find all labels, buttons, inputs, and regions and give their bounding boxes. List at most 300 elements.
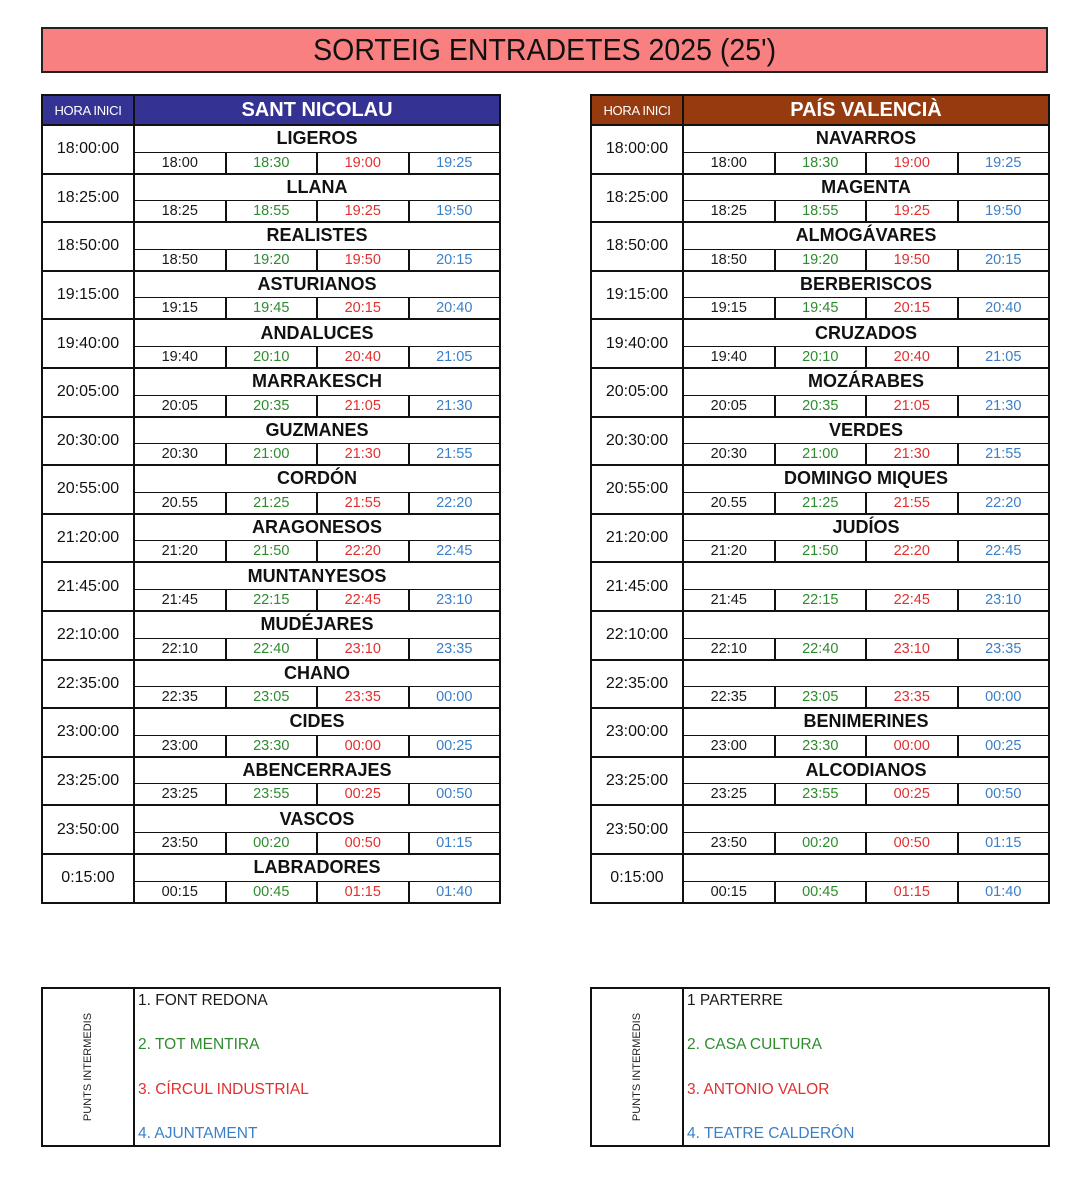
time-points	[684, 201, 1048, 221]
row-body	[135, 175, 499, 222]
schedule-row	[43, 758, 499, 807]
row-body	[135, 320, 499, 367]
row-body	[135, 418, 499, 465]
start-hour: 0:15:00	[592, 855, 684, 902]
time-point-3: 00:25	[867, 784, 959, 804]
time-point-2: 23:30	[227, 736, 319, 756]
row-body	[135, 223, 499, 270]
time-point-1: 21:20	[135, 541, 227, 561]
time-point-4: 01:40	[985, 883, 1022, 900]
time-point-3: 21:30	[318, 444, 410, 464]
team-name: REALISTES	[135, 223, 499, 250]
team-name: ALCODIANOS	[684, 758, 1048, 785]
schedule-pais-valencia	[590, 94, 1050, 904]
row-body	[684, 223, 1048, 270]
time-point-4: 23:10	[985, 591, 1022, 608]
time-point-3: 21:05	[318, 396, 410, 416]
time-point-2: 23:55	[227, 784, 319, 804]
start-hour: 18:25:00	[43, 175, 135, 222]
time-point-3: 20:40	[867, 347, 959, 367]
time-point-1: 18:00	[684, 153, 776, 173]
time-point-4: 21:30	[436, 397, 473, 414]
time-point-3: 21:05	[867, 396, 959, 416]
time-point-2: 22:40	[776, 639, 868, 659]
time-point-2: 23:05	[227, 687, 319, 707]
start-hour: 18:50:00	[592, 223, 684, 270]
start-hour: 18:00:00	[43, 126, 135, 173]
time-point-3: 23:35	[318, 687, 410, 707]
team-name: MAGENTA	[684, 175, 1048, 202]
schedule-rows	[592, 126, 1048, 902]
time-points	[684, 687, 1048, 707]
row-body	[135, 126, 499, 173]
time-point-2: 19:45	[776, 298, 868, 318]
time-point-3: 20:15	[867, 298, 959, 318]
time-point-3: 00:50	[867, 833, 959, 853]
time-point-1: 23:25	[684, 784, 776, 804]
time-points	[684, 541, 1048, 561]
legend-items	[684, 989, 1048, 1145]
row-body	[135, 272, 499, 319]
team-name	[684, 661, 1048, 688]
row-body	[135, 661, 499, 708]
time-point-1: 23:00	[684, 736, 776, 756]
row-body	[684, 661, 1048, 708]
schedule-row	[43, 515, 499, 564]
legend-label: PUNTS INTERMEDIS	[631, 1012, 643, 1122]
schedule-row	[592, 126, 1048, 175]
time-points	[135, 736, 499, 756]
schedule-row	[43, 661, 499, 710]
time-point-2: 21:25	[227, 493, 319, 513]
time-point-1: 19:15	[684, 298, 776, 318]
time-point-3: 19:00	[867, 153, 959, 173]
team-name: ANDALUCES	[135, 320, 499, 347]
start-hour: 18:50:00	[43, 223, 135, 270]
time-point-3: 01:15	[867, 882, 959, 902]
time-point-3: 00:00	[867, 736, 959, 756]
team-name: CRUZADOS	[684, 320, 1048, 347]
start-hour: 20:30:00	[43, 418, 135, 465]
time-point-2: 00:45	[227, 882, 319, 902]
time-point-4: 23:35	[436, 640, 473, 657]
time-points	[684, 833, 1048, 853]
time-point-1: 21:20	[684, 541, 776, 561]
time-point-4: 22:20	[985, 494, 1022, 511]
start-hour: 19:40:00	[592, 320, 684, 367]
team-name: VASCOS	[135, 806, 499, 833]
time-point-4: 00:25	[985, 737, 1022, 754]
team-name: VERDES	[684, 418, 1048, 445]
team-name: NAVARROS	[684, 126, 1048, 153]
team-name	[684, 563, 1048, 590]
time-point-1: 18:00	[135, 153, 227, 173]
schedule-row	[43, 418, 499, 467]
start-hour: 18:00:00	[592, 126, 684, 173]
time-point-2: 22:15	[227, 590, 319, 610]
time-point-4: 01:15	[436, 834, 473, 851]
row-body	[684, 272, 1048, 319]
time-point-1: 19:15	[135, 298, 227, 318]
time-point-1: 00:15	[684, 882, 776, 902]
start-hour: 23:00:00	[43, 709, 135, 756]
time-point-1: 21:45	[135, 590, 227, 610]
time-point-2: 19:20	[776, 250, 868, 270]
time-point-1: 20.55	[135, 493, 227, 513]
time-point-4: 19:50	[436, 203, 473, 220]
time-points	[135, 687, 499, 707]
time-point-2: 23:30	[776, 736, 868, 756]
time-point-3: 23:35	[867, 687, 959, 707]
time-point-1: 20:30	[135, 444, 227, 464]
time-point-1: 20:05	[135, 396, 227, 416]
time-points	[684, 153, 1048, 173]
time-points	[684, 639, 1048, 659]
time-point-4: 22:45	[436, 543, 473, 560]
start-hour: 23:50:00	[43, 806, 135, 853]
team-name: DOMINGO MIQUES	[684, 466, 1048, 493]
start-hour: 20:55:00	[43, 466, 135, 513]
time-point-4: 21:05	[985, 348, 1022, 365]
legend-label-cell	[592, 989, 684, 1145]
schedule-row	[592, 758, 1048, 807]
time-point-1: 18:50	[135, 250, 227, 270]
schedule-sant-nicolau	[41, 94, 501, 904]
row-body	[135, 709, 499, 756]
time-point-3: 19:00	[318, 153, 410, 173]
schedule-row	[592, 709, 1048, 758]
time-point-1: 18:50	[684, 250, 776, 270]
legend-item: 3. CÍRCUL INDUSTRIAL	[138, 1080, 309, 1098]
schedule-row	[43, 563, 499, 612]
row-body	[684, 175, 1048, 222]
team-name: ALMOGÁVARES	[684, 223, 1048, 250]
time-point-4: 21:55	[985, 446, 1022, 463]
start-hour: 21:45:00	[43, 563, 135, 610]
time-point-3: 01:15	[318, 882, 410, 902]
time-point-1: 20:30	[684, 444, 776, 464]
time-point-2: 23:05	[776, 687, 868, 707]
team-name: CORDÓN	[135, 466, 499, 493]
time-point-1: 23:50	[684, 833, 776, 853]
schedule-row	[592, 515, 1048, 564]
time-points	[684, 396, 1048, 416]
schedule-row	[592, 612, 1048, 661]
time-point-3: 19:25	[867, 201, 959, 221]
time-point-2: 21:00	[227, 444, 319, 464]
row-body	[135, 563, 499, 610]
team-name	[684, 855, 1048, 882]
legend-label: PUNTS INTERMEDIS	[82, 1012, 94, 1122]
time-point-4: 19:50	[985, 203, 1022, 220]
time-point-2: 00:45	[776, 882, 868, 902]
start-hour: 23:25:00	[592, 758, 684, 805]
legend-pais-valencia	[590, 987, 1050, 1147]
row-body	[135, 466, 499, 513]
legend-sant-nicolau	[41, 987, 501, 1147]
row-body	[684, 466, 1048, 513]
start-hour: 23:25:00	[43, 758, 135, 805]
row-body	[135, 806, 499, 853]
time-point-2: 20:10	[776, 347, 868, 367]
start-hour: 0:15:00	[43, 855, 135, 902]
time-point-3: 22:20	[867, 541, 959, 561]
schedule-row	[592, 175, 1048, 224]
time-point-3: 22:20	[318, 541, 410, 561]
time-point-2: 00:20	[776, 833, 868, 853]
time-point-1: 22:35	[684, 687, 776, 707]
team-name: JUDÍOS	[684, 515, 1048, 542]
schedule-row	[592, 806, 1048, 855]
row-body	[684, 369, 1048, 416]
hour-column-header: HORA INICI	[592, 96, 684, 124]
legend-item: 4. AJUNTAMENT	[138, 1124, 258, 1142]
time-point-3: 23:10	[867, 639, 959, 659]
time-points	[135, 396, 499, 416]
start-hour: 21:20:00	[43, 515, 135, 562]
team-name: ARAGONESOS	[135, 515, 499, 542]
start-hour: 22:10:00	[592, 612, 684, 659]
time-points	[684, 298, 1048, 318]
start-hour: 23:00:00	[592, 709, 684, 756]
time-point-4: 21:30	[985, 397, 1022, 414]
time-points	[684, 590, 1048, 610]
schedule-row	[43, 806, 499, 855]
time-point-4: 00:25	[436, 737, 473, 754]
time-point-2: 20:35	[227, 396, 319, 416]
start-hour: 20:05:00	[43, 369, 135, 416]
time-point-3: 22:45	[867, 590, 959, 610]
time-points	[135, 639, 499, 659]
time-points	[135, 250, 499, 270]
row-body	[135, 855, 499, 902]
start-hour: 19:15:00	[592, 272, 684, 319]
schedule-row	[592, 223, 1048, 272]
legend-item: 4. TEATRE CALDERÓN	[687, 1124, 855, 1142]
team-name: LABRADORES	[135, 855, 499, 882]
start-hour: 19:40:00	[43, 320, 135, 367]
time-point-3: 00:00	[318, 736, 410, 756]
row-body	[684, 515, 1048, 562]
hour-column-header: HORA INICI	[43, 96, 135, 124]
legend-label-cell	[43, 989, 135, 1145]
time-points	[684, 250, 1048, 270]
time-point-1: 22:10	[135, 639, 227, 659]
start-hour: 18:25:00	[592, 175, 684, 222]
time-points	[684, 882, 1048, 902]
time-point-4: 23:10	[436, 591, 473, 608]
schedule-row	[43, 855, 499, 902]
time-point-2: 20:10	[227, 347, 319, 367]
time-point-2: 22:40	[227, 639, 319, 659]
row-body	[135, 758, 499, 805]
schedule-row	[43, 175, 499, 224]
start-hour: 22:35:00	[43, 661, 135, 708]
time-point-1: 00:15	[135, 882, 227, 902]
team-name: CIDES	[135, 709, 499, 736]
time-point-4: 00:50	[436, 786, 473, 803]
start-hour: 21:20:00	[592, 515, 684, 562]
time-point-1: 21:45	[684, 590, 776, 610]
time-point-2: 21:50	[776, 541, 868, 561]
time-point-2: 00:20	[227, 833, 319, 853]
row-body	[684, 855, 1048, 902]
time-point-4: 00:00	[436, 689, 473, 706]
time-point-4: 20:15	[436, 251, 473, 268]
time-points	[135, 153, 499, 173]
time-point-3: 23:10	[318, 639, 410, 659]
time-point-3: 21:30	[867, 444, 959, 464]
team-name: MUNTANYESOS	[135, 563, 499, 590]
legend-items	[135, 989, 499, 1145]
time-point-2: 18:30	[227, 153, 319, 173]
schedule-header	[592, 96, 1048, 126]
time-points	[135, 347, 499, 367]
team-name: GUZMANES	[135, 418, 499, 445]
time-point-4: 01:40	[436, 883, 473, 900]
row-body	[684, 563, 1048, 610]
team-name: ABENCERRAJES	[135, 758, 499, 785]
row-body	[684, 806, 1048, 853]
start-hour: 22:10:00	[43, 612, 135, 659]
start-hour: 19:15:00	[43, 272, 135, 319]
time-points	[135, 493, 499, 513]
schedule-row	[43, 612, 499, 661]
time-point-1: 22:10	[684, 639, 776, 659]
time-point-2: 18:55	[227, 201, 319, 221]
team-name	[684, 806, 1048, 833]
time-point-4: 00:50	[985, 786, 1022, 803]
time-point-3: 21:55	[318, 493, 410, 513]
time-point-2: 21:50	[227, 541, 319, 561]
schedule-row	[592, 320, 1048, 369]
route-name: SANT NICOLAU	[135, 96, 499, 124]
time-point-4: 21:55	[436, 446, 473, 463]
start-hour: 21:45:00	[592, 563, 684, 610]
time-points	[135, 590, 499, 610]
time-points	[684, 347, 1048, 367]
time-point-4: 22:20	[436, 494, 473, 511]
team-name: ASTURIANOS	[135, 272, 499, 299]
team-name: CHANO	[135, 661, 499, 688]
schedule-row	[43, 223, 499, 272]
time-point-1: 19:40	[135, 347, 227, 367]
schedule-row	[592, 466, 1048, 515]
time-point-4: 21:05	[436, 348, 473, 365]
time-points	[684, 493, 1048, 513]
legend-item: 1 PARTERRE	[687, 992, 783, 1009]
schedule-row	[592, 418, 1048, 467]
start-hour: 20:30:00	[592, 418, 684, 465]
legend-item: 2. CASA CULTURA	[687, 1036, 822, 1054]
time-point-2: 21:25	[776, 493, 868, 513]
time-point-4: 20:40	[436, 300, 473, 317]
time-point-3: 21:55	[867, 493, 959, 513]
team-name: LLANA	[135, 175, 499, 202]
row-body	[684, 612, 1048, 659]
start-hour: 20:55:00	[592, 466, 684, 513]
schedule-row	[592, 661, 1048, 710]
legend-item: 3. ANTONIO VALOR	[687, 1080, 830, 1098]
time-point-2: 19:45	[227, 298, 319, 318]
team-name: MUDÉJARES	[135, 612, 499, 639]
time-point-3: 19:50	[867, 250, 959, 270]
time-point-2: 19:20	[227, 250, 319, 270]
start-hour: 23:50:00	[592, 806, 684, 853]
time-point-4: 20:15	[985, 251, 1022, 268]
time-point-1: 22:35	[135, 687, 227, 707]
time-point-2: 21:00	[776, 444, 868, 464]
schedule-row	[43, 466, 499, 515]
time-point-3: 20:15	[318, 298, 410, 318]
time-point-4: 20:40	[985, 300, 1022, 317]
row-body	[684, 709, 1048, 756]
time-point-3: 00:50	[318, 833, 410, 853]
row-body	[684, 758, 1048, 805]
route-name: PAÍS VALENCIÀ	[684, 96, 1048, 124]
row-body	[135, 515, 499, 562]
time-point-3: 20:40	[318, 347, 410, 367]
team-name: MARRAKESCH	[135, 369, 499, 396]
time-point-3: 19:50	[318, 250, 410, 270]
time-point-4: 01:15	[985, 834, 1022, 851]
time-point-2: 20:35	[776, 396, 868, 416]
row-body	[684, 418, 1048, 465]
time-points	[684, 444, 1048, 464]
schedule-row	[43, 320, 499, 369]
team-name: BENIMERINES	[684, 709, 1048, 736]
team-name: LIGEROS	[135, 126, 499, 153]
team-name: MOZÁRABES	[684, 369, 1048, 396]
time-points	[135, 444, 499, 464]
time-point-4: 19:25	[436, 154, 473, 171]
time-point-4: 22:45	[985, 543, 1022, 560]
page-title-text: SORTEIG ENTRADETES 2025 (25')	[313, 32, 776, 67]
row-body	[684, 126, 1048, 173]
legend-item: 2. TOT MENTIRA	[138, 1036, 260, 1054]
time-point-3: 19:25	[318, 201, 410, 221]
page-title	[41, 27, 1048, 73]
time-point-4: 00:00	[985, 689, 1022, 706]
time-points	[684, 736, 1048, 756]
time-point-1: 18:25	[684, 201, 776, 221]
row-body	[135, 612, 499, 659]
time-point-2: 23:55	[776, 784, 868, 804]
schedule-header	[43, 96, 499, 126]
time-point-2: 18:55	[776, 201, 868, 221]
time-points	[135, 541, 499, 561]
team-name: BERBERISCOS	[684, 272, 1048, 299]
row-body	[684, 320, 1048, 367]
time-point-1: 18:25	[135, 201, 227, 221]
legend-item: 1. FONT REDONA	[138, 992, 268, 1009]
time-point-2: 18:30	[776, 153, 868, 173]
schedule-row	[592, 272, 1048, 321]
schedule-row	[43, 272, 499, 321]
time-points	[135, 298, 499, 318]
time-points	[135, 833, 499, 853]
time-point-3: 22:45	[318, 590, 410, 610]
start-hour: 20:05:00	[592, 369, 684, 416]
time-points	[135, 201, 499, 221]
schedule-row	[43, 709, 499, 758]
time-points	[684, 784, 1048, 804]
time-points	[135, 882, 499, 902]
schedule-row	[592, 369, 1048, 418]
time-point-1: 20:05	[684, 396, 776, 416]
time-point-4: 19:25	[985, 154, 1022, 171]
start-hour: 22:35:00	[592, 661, 684, 708]
